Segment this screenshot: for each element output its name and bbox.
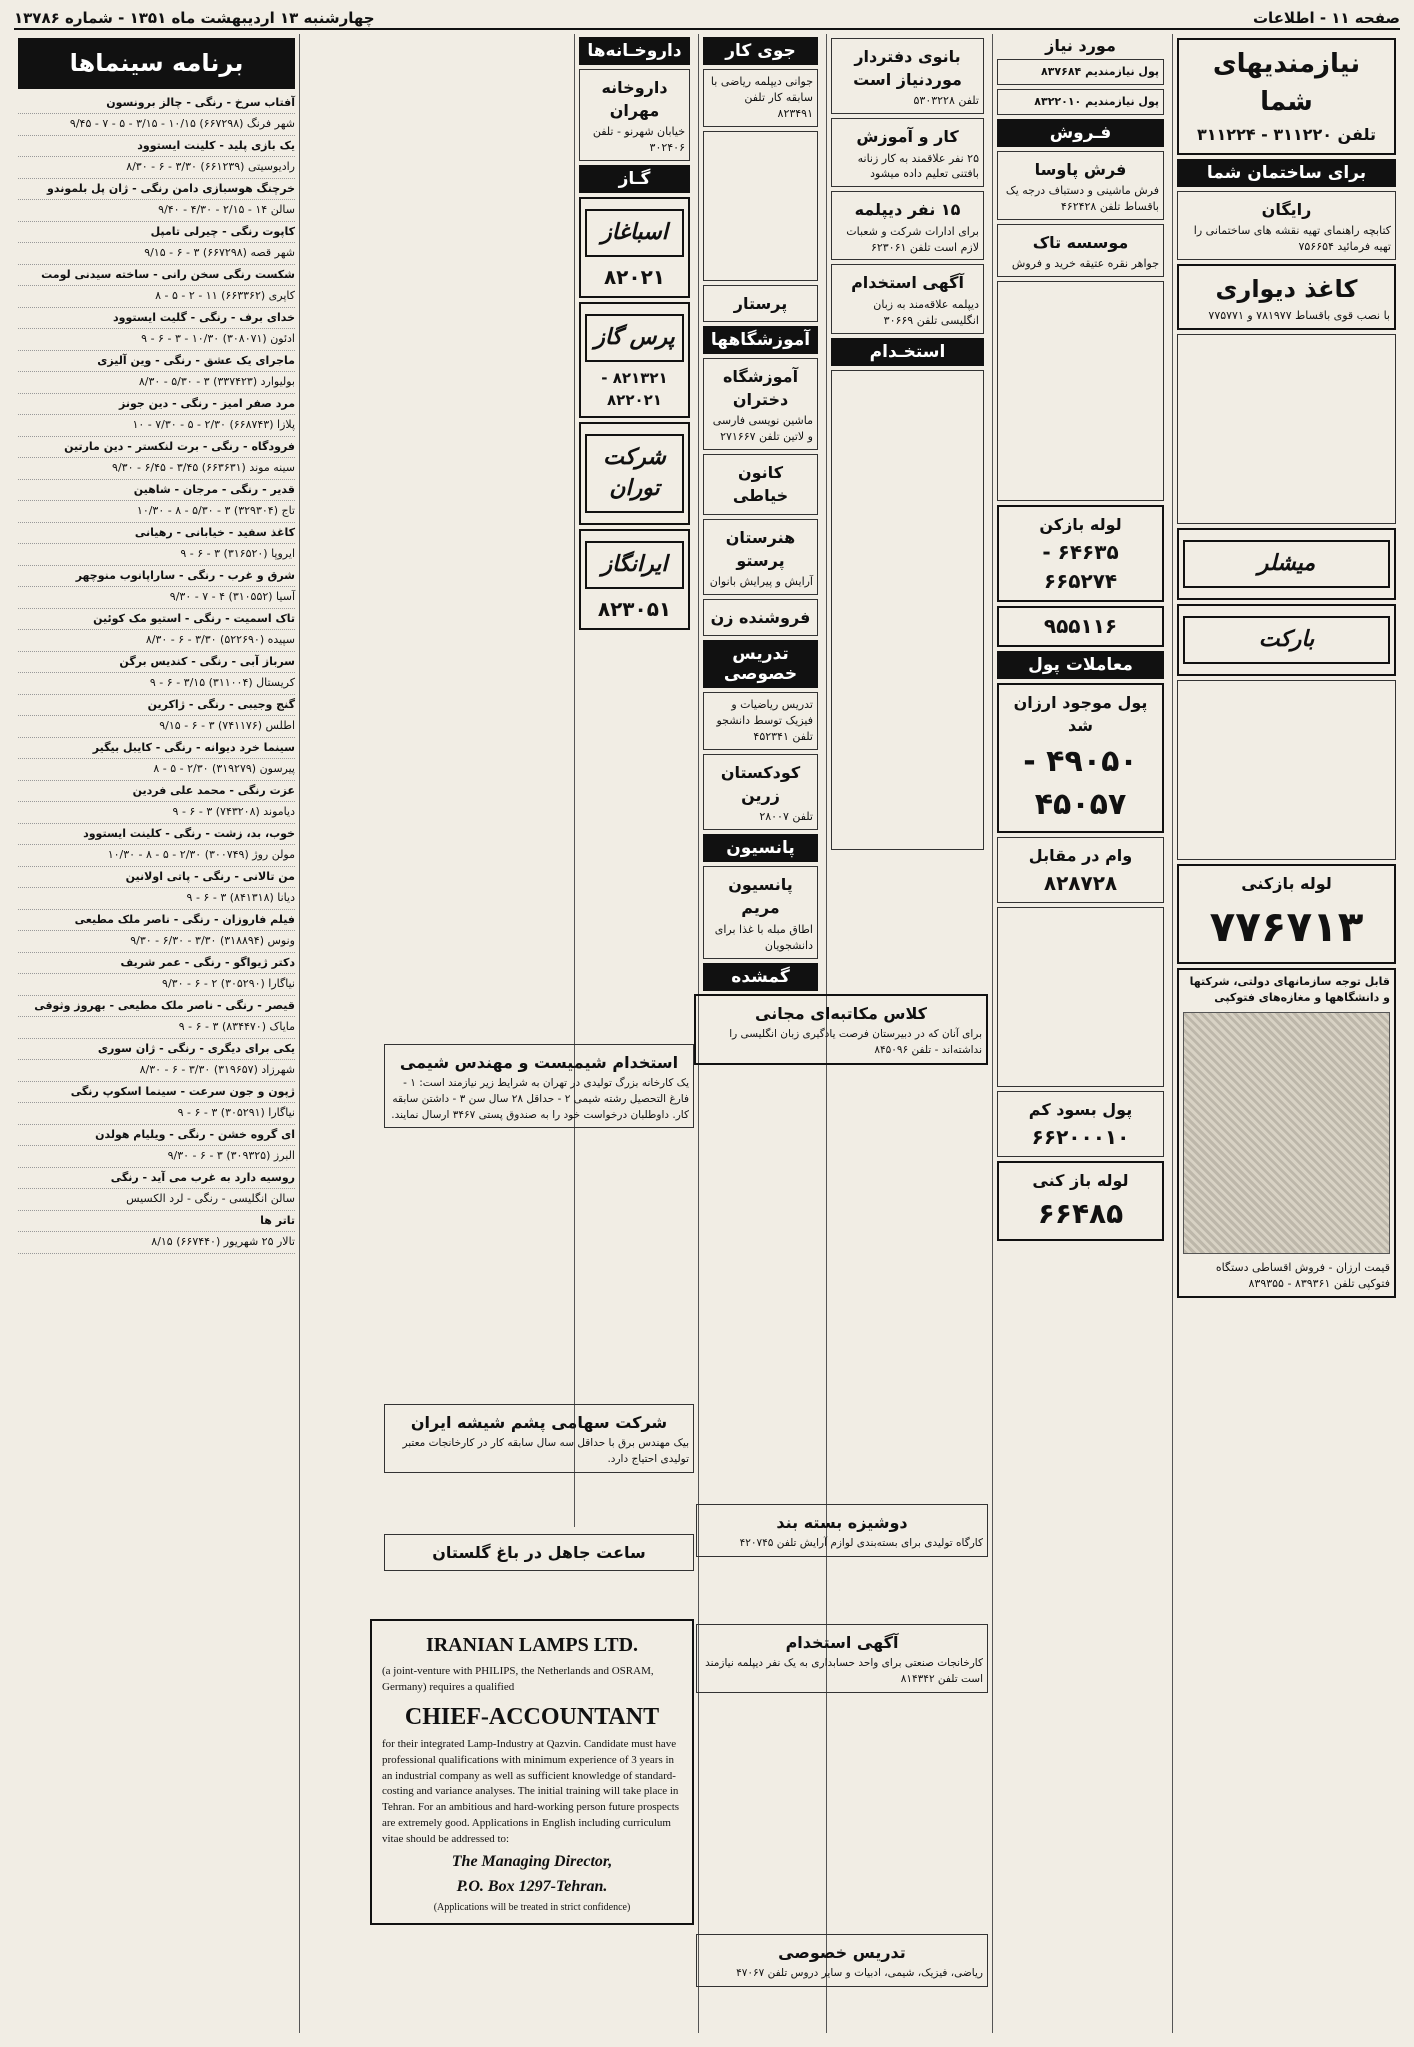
- phone-line: تلفن ۳۱۱۲۲۰ - ۳۱۱۲۲۴: [1197, 125, 1376, 145]
- ad-text: تلفن ۵۳۰۳۲۲۸: [913, 94, 979, 108]
- cinema-listing: ژپون و جون سرعت - سینما اسکوپ رنگی: [18, 1082, 295, 1104]
- ad-box: [703, 599, 818, 636]
- section-banner: [1177, 38, 1396, 155]
- cinema-listing: فرودگاه - رنگی - برت لنکستر - دین مارتین: [18, 437, 295, 459]
- section-heading: تدریس خصوصی: [703, 640, 818, 688]
- ad-box: [696, 1624, 988, 1693]
- cinema-listing: بولیوارد (۳۳۷۴۲۳) ۳ - ۵/۳۰ - ۸/۳۰: [18, 372, 295, 394]
- ad-title: کلاس مکاتبه‌ای مجانی: [755, 1004, 927, 1023]
- cinema-listing: خرچنگ هوسبازی دامن رنگی - ژان پل بلموندو: [18, 179, 295, 201]
- ad-box: [1177, 528, 1396, 600]
- ad-box: [997, 1091, 1164, 1157]
- cinema-listing: تاتر ها: [18, 1211, 295, 1233]
- ad-box: [696, 1504, 988, 1557]
- ad-title: پانسیون مریم: [728, 875, 793, 918]
- ad-title: ۱۵ نفر دیپلمه: [854, 200, 961, 220]
- ad-title: لوله بازکنی: [1241, 874, 1332, 894]
- cinema-listing: قیصر - رنگی - ناصر ملک مطیعی - بهروز وثوقی: [18, 996, 295, 1018]
- ad-text: خیابان شهرنو - تلفن ۳۰۲۴۰۶: [592, 125, 685, 155]
- ad-box: [831, 38, 984, 114]
- cinema-listing: آفتاب سرخ - رنگی - چالز برونسون: [18, 93, 295, 115]
- ad-title: کار و آموزش: [856, 127, 959, 147]
- cinema-listing: پلازا (۶۶۸۷۴۳) ۲/۳۰ - ۵ - ۷/۳۰ - ۱۰: [18, 415, 295, 437]
- ad-box: [1177, 864, 1396, 964]
- cinema-listing: ای گروه خشن - رنگی - ویلیام هولدن: [18, 1125, 295, 1147]
- ad-box: [579, 422, 690, 526]
- po-box: P.O. Box 1297-Tehran.: [456, 1878, 608, 1896]
- cinema-listing: کاپوت رنگی - چیرلی تامپل: [18, 222, 295, 244]
- ad-title: لوله باز کنی: [1032, 1171, 1129, 1190]
- cinema-listing: سرباز آبی - رنگی - کندیس برگن: [18, 652, 295, 674]
- ad-box: [997, 1161, 1164, 1241]
- ad-text: آرایش و پیرایش بانوان: [709, 575, 813, 588]
- ad-text: تلفن ۲۸۰۰۷: [759, 810, 813, 824]
- confidentiality-note: (Applications will be treated in strict confidence): [433, 1901, 631, 1913]
- classifieds-column-5: [574, 34, 694, 1527]
- section-heading: فـروش: [997, 119, 1164, 147]
- ad-title: پرستار: [733, 293, 788, 313]
- cinema-listing: من تالانی - رنگی - پاتی اولانین: [18, 867, 295, 889]
- ad-title: دوشیزه بسته بند: [776, 1513, 908, 1532]
- ad-box: [997, 907, 1164, 1087]
- ad-box: [579, 529, 690, 630]
- date-label: چهارشنبه ۱۳ اردیبهشت ماه ۱۳۵۱ - شماره ۱۳۷۸۶: [14, 9, 375, 27]
- ad-title: فروشنده زن: [710, 607, 811, 627]
- ad-body: for their integrated Lamp-Industry at Qazvin. Candidate must have professional qualifications with minimum experience of 3 years in an industrial company as well as sufficient knowledge of standard-costing and variance analyses. The initial training will take place in Tehran. For an ambitious and hard-working person future prospects are extremely good. Applications in English including curriculum vitae should be addressed to:: [382, 1737, 680, 1846]
- ad-logo: بارکت: [1183, 616, 1390, 664]
- ad-text: قیمت ارزان - فروش اقساطی دستگاه فتوکپی تلفن ۸۳۹۳۶۱ - ۸۳۹۳۵۵: [1215, 1261, 1390, 1291]
- addressee: The Managing Director,: [451, 1853, 613, 1871]
- ad-box: [579, 197, 690, 298]
- cinema-listing: شهرزاد (۳۱۹۶۵۷) ۳/۳۰ - ۶ - ۸/۳۰: [18, 1060, 295, 1082]
- cinema-listing: مایاک (۸۳۴۴۷۰) ۳ - ۶ - ۹: [18, 1017, 295, 1039]
- ad-box: [997, 151, 1164, 220]
- brand-logo: اسباغاز: [585, 209, 684, 257]
- section-heading: گـاز: [579, 165, 690, 193]
- ad-title: هنرستان پرستو: [725, 527, 796, 570]
- section-title: مورد نیاز: [1045, 36, 1116, 55]
- cinema-listing: دیانا (۸۴۱۳۱۸) ۳ - ۶ - ۹: [18, 888, 295, 910]
- ad-text: برای آنان که در دبیرستان فرصت یادگیری زبان انگلیسی را نداشته‌اند - تلفن ۸۴۵۰۹۶: [729, 1028, 982, 1056]
- ad-title: فرش پاوسا: [1034, 159, 1127, 179]
- ad-title: آگهی استخدام: [785, 1633, 899, 1652]
- ad-box: [696, 1934, 988, 1987]
- ad-title: ساعت جاهل در باغ گلستان: [432, 1543, 646, 1562]
- page-header: [14, 8, 1400, 30]
- cinema-listing: مرد صفر امیز - رنگی - دین جونز: [18, 394, 295, 416]
- cinema-listing: یکی برای دیگری - رنگی - ژان سوری: [18, 1039, 295, 1061]
- ad-title: پول بسود کم: [1028, 1099, 1133, 1119]
- ad-box: [703, 866, 818, 958]
- cinema-listing: شرق و غرب - رنگی - ساراپانوب منوچهر: [18, 566, 295, 588]
- cinema-listing: روسیه دارد به غرب می آید - رنگی: [18, 1168, 295, 1190]
- ad-box: [384, 1534, 694, 1571]
- cinema-listing: کاغذ سفید - خیابانی - رهیانی: [18, 523, 295, 545]
- cinema-list: [18, 93, 295, 1254]
- ad-text: اطاق مبله با غذا برای دانشجویان: [714, 922, 813, 952]
- joint-venture-line: (a joint-venture with PHILIPS, the Netherlands and OSRAM, Germany) requires a qualified: [382, 1665, 654, 1693]
- ad-text: ماشین نویسی فارسی و لاتین تلفن ۲۷۱۶۶۷: [712, 414, 813, 444]
- cinema-listing: ونوس (۳۱۸۸۹۴) ۳/۳۰ - ۶/۳۰ - ۹/۳۰: [18, 931, 295, 953]
- section-heading: داروخـانه‌ها: [579, 37, 690, 65]
- ad-box: [703, 692, 818, 750]
- ad-box: [831, 264, 984, 333]
- cinema-listing: آسیا (۳۱۰۵۵۲) ۴ - ۷ - ۹/۳۰: [18, 587, 295, 609]
- notice-title: شرکت سهامی پشم شیشه ایران: [410, 1413, 668, 1432]
- cinema-listing: شهر فرنگ (۶۶۷۲۹۸) ۱۰/۱۵ - ۳/۱۵ - ۵ - ۷ - ۹/۴۵: [18, 114, 295, 136]
- ad-title: آموزشگاه دختران: [722, 367, 799, 410]
- ad-box: [997, 89, 1164, 115]
- ad-box: [579, 302, 690, 417]
- ad-box: [997, 505, 1164, 602]
- ad-title: کودکستان زرین: [720, 762, 801, 806]
- ad-box: [703, 358, 818, 450]
- cinema-listing: البرز (۳۰۹۳۲۵) ۳ - ۶ - ۹/۳۰: [18, 1146, 295, 1168]
- ad-box: [1177, 968, 1396, 1298]
- cinema-listing: کاپری (۶۶۳۳۶۲) ۱۱ - ۲ - ۵ - ۸: [18, 286, 295, 308]
- cinema-listing: قدیر - رنگی - مرجان - شاهین: [18, 480, 295, 502]
- cinema-title: برنامه سینماها: [69, 49, 244, 77]
- cinema-listing: شکست رنگی سخن رانی - ساخته سیدنی لومت: [18, 265, 295, 287]
- ad-title: پول موجود ارزان شد: [1013, 693, 1148, 736]
- cinema-listing: نیاگارا (۳۰۵۲۹۱) ۳ - ۶ - ۹: [18, 1103, 295, 1125]
- cinema-listing: ادئون (۳۰۸۰۷۱) ۱۰/۳۰ - ۳ - ۶ - ۹: [18, 329, 295, 351]
- cinema-listing: یک بازی پلید - کلینت ایستوود: [18, 136, 295, 158]
- ad-box: [703, 754, 818, 830]
- cinema-listing: ماجرای یک عشق - رنگی - وین آلیزی: [18, 351, 295, 373]
- cinema-listing: تاج (۳۲۹۳۰۴) ۳ - ۵/۳۰ - ۸ - ۱۰/۳۰: [18, 501, 295, 523]
- ad-text: پول نیازمندیم ۸۳۷۶۸۴: [1040, 65, 1159, 78]
- section-heading: معاملات پول: [997, 651, 1164, 679]
- ad-phone: ۸۲۳۰۵۱: [597, 597, 672, 622]
- ad-phone: ۶۶۴۸۵: [1037, 1197, 1124, 1231]
- classifieds-column-2: [992, 34, 1168, 2033]
- notice-box: [384, 1044, 694, 1128]
- ad-box: [997, 837, 1164, 903]
- company-name: IRANIAN LAMPS LTD.: [425, 1634, 639, 1656]
- ad-box: [703, 69, 818, 127]
- ad-box: [694, 994, 988, 1065]
- ad-text: کارخانجات صنعتی برای واحد حسابداری به یک نفر دیپلمه نیازمند است تلفن ۸۱۴۳۴۲: [705, 1657, 983, 1685]
- cinema-listing: رادیوسیتی (۶۶۱۲۳۹) ۳/۳۰ - ۶ - ۸/۳۰: [18, 157, 295, 179]
- cinema-listing: دکتر ژیواگو - رنگی - عمر شریف: [18, 953, 295, 975]
- cinema-listing: اطلس (۷۴۱۱۷۶) ۳ - ۶ - ۹/۱۵: [18, 716, 295, 738]
- cinema-listing: شهر قصه (۶۶۷۲۹۸) ۳ - ۶ - ۹/۱۵: [18, 243, 295, 265]
- ad-title: موسسه تاک: [1032, 232, 1129, 252]
- ad-text: دیپلمه علاقه‌مند به زبان انگلیسی تلفن ۳۰۶۶۹: [873, 297, 979, 327]
- ad-text: برای ادارات شرکت و شعبات لازم است تلفن ۶۲۳۰۶۱: [846, 224, 979, 254]
- ad-text: پول نیازمندیم ۸۳۲۲۰۱۰: [1034, 94, 1159, 108]
- notice-text: یک کارخانه بزرگ تولیدی در تهران به شرایط زیر نیازمند است: ۱ - فارغ التحصیل رشته شیمی ۲ - حداقل ۲۸ سال سن ۳ - داشتن سابقه کار. داوطلبان درخواست خود را به صندوق پستی ۳۴۶۷ ارسال نمایند.: [391, 1077, 689, 1121]
- ad-box: [831, 191, 984, 260]
- notice-title: استخدام شیمیست و مهندس شیمی: [399, 1053, 679, 1072]
- ad-title: وام در مقابل: [1028, 845, 1133, 865]
- section-heading: استخـدام: [831, 338, 984, 366]
- ad-phone: ۸۲۰۲۱: [603, 265, 666, 290]
- cinema-listing: تاک اسمیت - رنگی - استیو مک کوئین: [18, 609, 295, 631]
- brand-logo: پرس گاز: [585, 314, 684, 362]
- position-title: CHIEF-ACCOUNTANT: [404, 1703, 660, 1730]
- ad-box: [1177, 191, 1396, 260]
- ad-box: [703, 519, 818, 595]
- ad-title: داروخانه مهران: [601, 78, 668, 121]
- cinema-listing: پیرسون (۳۱۹۲۷۹) ۲/۳۰ - ۵ - ۸: [18, 759, 295, 781]
- cinema-listing: سپیده (۵۲۲۶۹۰) ۳/۳۰ - ۶ - ۸/۳۰: [18, 630, 295, 652]
- ad-phone: ۹۵۵۱۱۶: [1043, 614, 1118, 639]
- cinema-banner: [18, 38, 295, 89]
- cinema-listing: گنج وجیبی - رنگی - ژاکرین: [18, 695, 295, 717]
- cinema-listing: سالن انگلیسی - رنگی - لرد الکسیس: [18, 1189, 295, 1211]
- ad-text: ریاضی، فیزیک، شیمی، ادبیات و سایر دروس تلفن ۴۷۰۶۷: [736, 1967, 983, 1980]
- ad-title: تدریس خصوصی: [778, 1943, 906, 1962]
- ad-title: آگهی استخدام: [851, 273, 964, 293]
- ad-title: بانوی دفتردار موردنیاز است: [853, 47, 962, 90]
- advertisement-photo: [1183, 1012, 1390, 1254]
- ad-text: کتابچه راهنمای تهیه نقشه های ساختمانی را تهیه فرمائید ۷۵۶۶۵۴: [1193, 223, 1391, 253]
- ad-box: [1177, 264, 1396, 331]
- ad-title: رایگان: [1261, 199, 1312, 219]
- ad-box: [831, 370, 984, 850]
- notice-text: بیک مهندس برق با حداقل سه سال سابقه کار در کارخانجات معتبر تولیدی احتیاج دارد.: [402, 1437, 689, 1465]
- ad-phone: ۸۲۸۷۲۸: [1043, 870, 1118, 895]
- ad-box: [997, 281, 1164, 501]
- ad-box: [703, 285, 818, 322]
- ad-text: جواهر نقره عتیقه خرید و فروش: [1011, 257, 1159, 271]
- ad-text: با نصب قوی باقساط ۷۸۱۹۷۷ و ۷۷۵۷۷۱: [1208, 309, 1390, 323]
- ad-box: [831, 118, 984, 187]
- section-title: نیازمندیهای شما: [1212, 49, 1361, 117]
- ad-box: [703, 454, 818, 514]
- ad-text: تدریس ریاضیات و فیزیک توسط دانشجو تلفن ۴۵۲۳۴۱: [716, 698, 813, 743]
- ad-phone: ۷۷۶۷۱۳: [1209, 902, 1364, 952]
- ad-box: [579, 69, 690, 161]
- cinema-listing: سینما خرد دیوانه - رنگی - کایبل بیگیر: [18, 738, 295, 760]
- brand-logo: ایرانگاز: [585, 541, 684, 589]
- ad-box: [703, 131, 818, 281]
- ad-title: لوله بازکن: [1039, 515, 1122, 535]
- cinema-listing: نیاگارا (۳۰۵۲۹۰) ۲ - ۶ - ۹/۳۰: [18, 974, 295, 996]
- cinema-listing: دیاموند (۷۴۳۲۰۸) ۳ - ۶ - ۹: [18, 802, 295, 824]
- section-heading: پانسیون: [703, 834, 818, 862]
- ad-box: [997, 606, 1164, 647]
- section-heading: برای ساختمان شما: [1177, 159, 1396, 187]
- cinema-listing: خوب، بد، زشت - رنگی - کلینت ایستوود: [18, 824, 295, 846]
- ad-text: فرش ماشینی و دستباف درجه یک باقساط تلفن ۴۶۲۴۲۸: [1005, 184, 1159, 213]
- ad-text: قابل توجه سازمانهای دولتی، شرکتها و دانشگاهها و مغازه‌های فتوکپی: [1189, 975, 1390, 1005]
- cinema-listing: کریستال (۳۱۱۰۰۴) ۳/۱۵ - ۶ - ۹: [18, 673, 295, 695]
- cinema-listing: ایروپا (۳۱۶۵۲۰) ۳ - ۶ - ۹: [18, 544, 295, 566]
- ad-box: [1177, 334, 1396, 524]
- page-label: صفحه ۱۱ - اطلاعات: [1252, 9, 1400, 27]
- ad-logo: میشلر: [1183, 540, 1390, 588]
- classifieds-column-1: [1172, 34, 1400, 2033]
- ad-title: کاغذ دیواری: [1215, 274, 1358, 303]
- ad-phone: ۶۶۲۰۰۰۱۰: [1031, 1125, 1130, 1149]
- cinema-listing: سینه موند (۶۶۳۶۳۱) ۳/۴۵ - ۶/۴۵ - ۹/۳۰: [18, 458, 295, 480]
- brand-logo: شرکت توران: [585, 434, 684, 514]
- ad-phone: ۸۲۱۳۲۱ - ۸۲۲۰۲۱: [601, 369, 668, 409]
- cinema-column: [14, 34, 300, 2033]
- cinema-listing: فیلم فاروزان - رنگی - ناصر ملک مطیعی: [18, 910, 295, 932]
- cinema-listing: سالن ۱۴ - ۲/۱۵ - ۴/۳۰ - ۹/۴۰: [18, 200, 295, 222]
- section-heading: آموزشگاهها: [703, 326, 818, 354]
- ad-phone: ۴۹۰۵۰ - ۴۵۰۵۷: [1023, 743, 1138, 823]
- ad-box: [997, 224, 1164, 277]
- section-heading: جوی کار: [703, 37, 818, 65]
- section-heading: گمشده: [703, 963, 818, 991]
- cinema-listing: مولن روژ (۳۰۰۷۴۹) ۲/۳۰ - ۵ - ۸ - ۱۰/۳۰: [18, 845, 295, 867]
- cinema-listing: خدای برف - رنگی - گلیت ایستوود: [18, 308, 295, 330]
- ad-box: [997, 59, 1164, 85]
- ad-box: [997, 683, 1164, 832]
- cinema-listing: تالار ۲۵ شهریور (۶۶۷۴۴۰) ۸/۱۵: [18, 1232, 295, 1254]
- ad-title: کانون خیاطی: [732, 463, 789, 506]
- english-job-ad: [370, 1619, 694, 1925]
- ad-text: جوانی دیپلمه ریاضی با سابقه کار تلفن ۸۲۳۴۹۱: [710, 75, 813, 120]
- ad-phone: ۶۴۶۳۵ - ۶۶۵۲۷۴: [1042, 540, 1119, 594]
- ad-text: کارگاه تولیدی برای بسته‌بندی لوازم آرایش تلفن ۴۲۰۷۴۵: [739, 1537, 983, 1550]
- ad-box: [1177, 604, 1396, 676]
- ad-box: [1177, 680, 1396, 860]
- cinema-listing: عزت رنگی - محمد علی فردین: [18, 781, 295, 803]
- ad-text: ۲۵ نفر علاقمند به کار زنانه بافتنی تعلیم داده میشود: [857, 151, 979, 181]
- notice-box: [384, 1404, 694, 1473]
